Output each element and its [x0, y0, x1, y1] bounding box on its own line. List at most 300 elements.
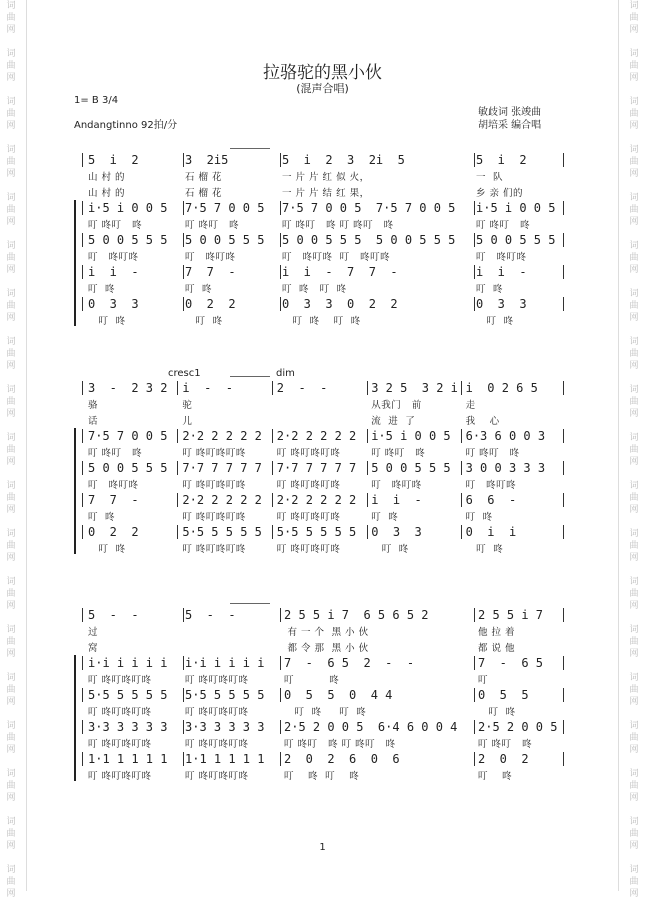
watermark-char: 网 — [629, 841, 639, 851]
barline — [461, 461, 462, 475]
measure-cell: 2 5 5 i 7 — [478, 608, 544, 622]
watermark-char: 曲 — [6, 109, 16, 119]
lyric-cell: 叮 咚叮咚叮咚 — [276, 448, 341, 459]
measure-cell: i i - — [371, 493, 422, 507]
barline — [474, 656, 475, 670]
barline — [367, 493, 368, 507]
lyric-cell: 叮 咚叮咚叮咚 — [276, 544, 341, 555]
barline — [563, 153, 564, 167]
measure-cell: 2·2 2 2 2 2 — [276, 429, 357, 443]
lyric-cell: 骆 — [88, 400, 99, 411]
lyric-cell: 叮 咚叮咚 — [476, 252, 527, 263]
note-line — [0, 460, 645, 476]
lyric-line — [0, 769, 645, 785]
lyric-cell: 流 进 了 — [371, 416, 416, 427]
lyric-cell: 叮 咚 叮 咚 — [284, 707, 367, 718]
watermark-char: 曲 — [629, 733, 639, 743]
barline — [183, 233, 184, 247]
watermark-char: 网 — [629, 169, 639, 179]
measure-cell: i·5 i 0 0 5 — [371, 429, 451, 443]
watermark-char: 曲 — [6, 637, 16, 647]
barline — [461, 429, 462, 443]
watermark-char: 词 — [629, 97, 639, 107]
watermark-char: 词 — [629, 481, 639, 491]
barline — [272, 429, 273, 443]
watermark-char: 词 — [629, 577, 639, 587]
watermark-char: 曲 — [629, 61, 639, 71]
watermark-char: 词 — [6, 97, 16, 107]
barline — [474, 233, 475, 247]
lyric-cell: 山 村 的 — [88, 172, 126, 183]
watermark-char: 网 — [6, 217, 16, 227]
measure-cell: 0 3 3 0 2 2 — [282, 297, 398, 311]
measure-cell: 3·3 3 3 3 3 — [185, 720, 265, 734]
barline — [82, 525, 83, 539]
lyric-cell: 叮 咚叮咚叮咚 — [276, 480, 341, 491]
lyric-cell: 乡 亲 们的 — [476, 188, 524, 199]
note-line — [0, 687, 645, 703]
measure-cell: 7·7 7 7 7 7 — [276, 461, 357, 475]
measure-cell: 0 2 2 — [88, 525, 139, 539]
watermark-char: 词 — [629, 865, 639, 875]
watermark-char: 网 — [6, 361, 16, 371]
barline — [272, 461, 273, 475]
lyric-cell: 叮 咚叮咚叮咚 — [182, 448, 246, 459]
measure-cell: 5 0 0 5 5 5 — [371, 461, 451, 475]
lyric-cell: 一 片 片 红 似 火， — [282, 172, 370, 183]
measure-cell: 7 - 6 5 2 - - — [284, 656, 415, 670]
watermark-char: 网 — [629, 121, 639, 131]
measure-cell: 5 - - — [185, 608, 236, 622]
watermark-char: 曲 — [6, 493, 16, 503]
watermark-char: 网 — [6, 313, 16, 323]
barline — [563, 201, 564, 215]
watermark-char: 曲 — [6, 829, 16, 839]
lyric-cell: 驼 — [182, 400, 193, 411]
watermark-char: 词 — [629, 385, 639, 395]
barline — [367, 429, 368, 443]
lyric-cell: 叮 咚 — [185, 284, 213, 295]
watermark-char: 词 — [6, 529, 16, 539]
watermark-char: 曲 — [629, 301, 639, 311]
watermark-char: 网 — [6, 457, 16, 467]
watermark-char: 网 — [629, 601, 639, 611]
phrase-slur — [230, 603, 270, 604]
lyric-cell: 都 说 他 — [478, 643, 516, 654]
measure-cell: 5 0 0 5 5 5 — [185, 233, 265, 247]
lyric-cell: 叮 咚叮咚叮咚 — [88, 739, 152, 750]
barline — [474, 297, 475, 311]
measure-cell: 1·1 1 1 1 1 — [185, 752, 265, 766]
watermark-char: 网 — [629, 217, 639, 227]
barline — [183, 297, 184, 311]
watermark-char: 曲 — [629, 253, 639, 263]
barline — [367, 461, 368, 475]
lyric-cell: 叮 咚 — [371, 544, 409, 555]
measure-cell: 5·5 5 5 5 5 — [276, 525, 357, 539]
watermark-char: 网 — [6, 265, 16, 275]
lyric-cell: 叮 咚叮咚 — [88, 252, 139, 263]
barline — [563, 656, 564, 670]
watermark-char: 词 — [6, 865, 16, 875]
lyric-cell: 叮 咚叮咚叮咚 — [88, 771, 152, 782]
lyric-cell: 叮 咚叮 咚 — [88, 448, 143, 459]
measure-cell: 0 5 5 0 4 4 — [284, 688, 393, 702]
lyric-cell: 叮 咚 — [476, 284, 504, 295]
measure-cell: 0 3 3 — [371, 525, 422, 539]
watermark-char: 网 — [6, 601, 16, 611]
watermark-char: 词 — [629, 721, 639, 731]
watermark-char: 网 — [6, 505, 16, 515]
lyric-cell: 叮 咚叮咚叮咚 — [276, 512, 341, 523]
tempo-marking: Andangtinno 92拍/分 — [74, 120, 178, 131]
barline — [280, 688, 281, 702]
measure-cell: 3·3 3 3 3 3 — [88, 720, 168, 734]
watermark-char: 词 — [6, 193, 16, 203]
barline — [82, 656, 83, 670]
measure-cell: 7·5 7 0 0 5 — [88, 429, 168, 443]
lyric-cell: 叮 咚叮咚叮咚 — [182, 544, 246, 555]
measure-cell: 6 6 - — [465, 493, 517, 507]
watermark-char: 曲 — [6, 205, 16, 215]
song-title: 拉骆驼的黑小伙 — [263, 63, 382, 83]
lyric-cell: 叮 咚叮咚 — [371, 480, 422, 491]
watermark-char: 词 — [6, 241, 16, 251]
lyric-cell: 一 片 片 结 红 果， — [282, 188, 370, 199]
watermark-char: 曲 — [629, 541, 639, 551]
watermark-char: 网 — [6, 697, 16, 707]
lyric-cell: 叮 咚 — [185, 316, 223, 327]
lyric-cell: 窝 — [88, 643, 99, 654]
lyric-cell: 走 — [465, 400, 476, 411]
barline — [563, 608, 564, 622]
watermark-char: 网 — [6, 25, 16, 35]
lyric-cell: 从我门 前 — [371, 400, 422, 411]
lyric-cell: 儿 — [182, 416, 193, 427]
watermark-char: 词 — [6, 721, 16, 731]
barline — [474, 153, 475, 167]
barline — [183, 201, 184, 215]
lyric-cell: 话 — [88, 416, 99, 427]
barline — [82, 265, 83, 279]
watermark-char: 曲 — [629, 349, 639, 359]
watermark-char: 曲 — [629, 205, 639, 215]
measure-cell: 6·3 6 0 0 3 — [465, 429, 546, 443]
lyric-cell: 叮 咚 — [478, 707, 516, 718]
lyric-cell: 叮 咚叮咚叮咚 — [185, 739, 249, 750]
measure-cell: 7·5 7 0 0 5 7·5 7 0 0 5 — [282, 201, 456, 215]
watermark-char: 网 — [629, 745, 639, 755]
lyric-cell: 石 榴 花 — [185, 172, 223, 183]
lyric-line — [0, 625, 645, 641]
lyric-cell: 叮 咚叮咚 — [465, 480, 517, 491]
barline — [272, 381, 273, 395]
note-line — [0, 296, 645, 312]
watermark-char: 词 — [629, 1, 639, 11]
lyric-cell: 他 拉 着 — [478, 627, 516, 638]
watermark-char: 曲 — [6, 685, 16, 695]
measure-cell: 5·5 5 5 5 5 — [88, 688, 168, 702]
barline — [177, 461, 178, 475]
measure-cell: 2·5 2 0 0 5 6·4 6 0 0 4 — [284, 720, 458, 734]
watermark-char: 网 — [629, 457, 639, 467]
watermark-char: 曲 — [629, 589, 639, 599]
barline — [82, 233, 83, 247]
measure-cell: 3 2i5 — [185, 153, 229, 167]
watermark-char: 词 — [629, 817, 639, 827]
barline — [177, 493, 178, 507]
barline — [82, 381, 83, 395]
watermark-char: 曲 — [6, 157, 16, 167]
measure-cell: i·5 i 0 0 5 — [476, 201, 556, 215]
watermark-char: 网 — [629, 697, 639, 707]
watermark-char: 网 — [629, 265, 639, 275]
watermark-char: 曲 — [6, 13, 16, 23]
barline — [82, 297, 83, 311]
watermark-char: 曲 — [629, 13, 639, 23]
lyric-cell: 叮 咚叮咚叮咚 — [182, 512, 246, 523]
barline — [280, 265, 281, 279]
barline — [177, 381, 178, 395]
watermark-char: 网 — [629, 793, 639, 803]
lyric-cell: 叮 咚 — [465, 544, 504, 555]
song-subtitle: (混声合唱) — [296, 82, 349, 95]
measure-cell: 5 - - — [88, 608, 139, 622]
lyric-cell: 叮 咚叮咚叮咚 — [88, 707, 152, 718]
measure-cell: i i - 7 7 - — [282, 265, 398, 279]
watermark-char: 网 — [6, 793, 16, 803]
measure-cell: i·5 i 0 0 5 — [88, 201, 168, 215]
barline — [280, 720, 281, 734]
barline — [82, 429, 83, 443]
lyric-cell: 叮 咚 — [88, 316, 126, 327]
barline — [474, 608, 475, 622]
watermark-char: 曲 — [629, 781, 639, 791]
barline — [183, 688, 184, 702]
watermark-char: 词 — [6, 337, 16, 347]
watermark-char: 网 — [629, 313, 639, 323]
watermark-char: 曲 — [629, 493, 639, 503]
measure-cell: 2 0 2 6 0 6 — [284, 752, 400, 766]
barline — [183, 656, 184, 670]
barline — [183, 265, 184, 279]
barline — [367, 525, 368, 539]
watermark-char: 网 — [629, 505, 639, 515]
key-signature: 1= B 3/4 — [74, 95, 119, 106]
lyric-cell: 叮 咚叮咚叮咚 — [88, 675, 152, 686]
credit-arranger: 胡培采 编合唱 — [478, 120, 542, 131]
watermark-char: 曲 — [6, 541, 16, 551]
lyric-cell: 叮 咚 叮 咚 — [282, 316, 361, 327]
barline — [563, 688, 564, 702]
note-line — [0, 492, 645, 508]
watermark-char: 曲 — [6, 61, 16, 71]
watermark-char: 曲 — [629, 877, 639, 887]
measure-cell: i·i i i i i — [88, 656, 168, 670]
barline — [563, 752, 564, 766]
measure-cell: 2·2 2 2 2 2 — [182, 429, 262, 443]
watermark-char: 词 — [6, 625, 16, 635]
measure-cell: 5 i 2 — [88, 153, 139, 167]
watermark-char: 网 — [629, 649, 639, 659]
measure-cell: 5 0 0 5 5 5 — [476, 233, 556, 247]
lyric-cell: 叮 — [478, 675, 489, 686]
lyric-cell: 叮 咚叮 咚 — [478, 739, 533, 750]
measure-cell: 7 7 - — [185, 265, 236, 279]
watermark-char: 词 — [6, 49, 16, 59]
barline — [280, 153, 281, 167]
watermark-char: 曲 — [6, 397, 16, 407]
lyric-cell: 叮 咚 — [88, 284, 116, 295]
measure-cell: 0 3 3 — [88, 297, 139, 311]
watermark-char: 词 — [6, 769, 16, 779]
measure-cell: 0 3 3 — [476, 297, 527, 311]
watermark-char: 曲 — [6, 877, 16, 887]
watermark-char: 曲 — [629, 637, 639, 647]
barline — [563, 720, 564, 734]
lyric-cell: 叮 咚叮 咚 — [371, 448, 426, 459]
lyric-cell: 叮 咚叮咚叮咚 — [185, 707, 249, 718]
barline — [82, 608, 83, 622]
watermark-char: 网 — [629, 409, 639, 419]
note-line — [0, 200, 645, 216]
watermark-char: 曲 — [629, 829, 639, 839]
barline — [280, 608, 281, 622]
barline — [474, 201, 475, 215]
measure-cell: i - - — [182, 381, 233, 395]
barline — [563, 381, 564, 395]
lyric-cell: 叮 咚 — [284, 675, 340, 686]
watermark-char: 曲 — [629, 445, 639, 455]
measure-cell: 3 0 0 3 3 3 — [465, 461, 546, 475]
measure-cell: 3 - 2 3 2 — [88, 381, 168, 395]
watermark-char: 词 — [6, 817, 16, 827]
watermark-char: 词 — [629, 241, 639, 251]
note-line — [0, 751, 645, 767]
lyric-cell: 我 心 — [465, 416, 500, 427]
lyric-cell: 叮 咚叮 咚 叮 咚叮 咚 — [284, 739, 396, 750]
watermark-char: 词 — [629, 193, 639, 203]
lyric-cell: 叮 咚叮咚叮咚 — [185, 675, 249, 686]
barline — [474, 752, 475, 766]
measure-cell: 2 0 2 — [478, 752, 529, 766]
barline — [177, 429, 178, 443]
barline — [183, 752, 184, 766]
barline — [82, 720, 83, 734]
lyric-cell: 叮 咚叮咚 叮 咚叮咚 — [282, 252, 391, 263]
lyric-cell: 石 榴 花 — [185, 188, 223, 199]
lyric-cell: 叮 咚 — [88, 544, 126, 555]
watermark-char: 词 — [6, 433, 16, 443]
watermark-char: 网 — [6, 73, 16, 83]
lyric-line — [0, 542, 645, 558]
lyric-line — [0, 170, 645, 186]
lyric-cell: 有 一 个 黑 小 伙 — [284, 627, 369, 638]
barline — [272, 525, 273, 539]
lyric-line — [0, 398, 645, 414]
watermark-char: 网 — [629, 361, 639, 371]
dim-marking: dim — [276, 368, 295, 379]
measure-cell: 2 - - — [276, 381, 328, 395]
watermark-char: 词 — [629, 673, 639, 683]
note-line — [0, 232, 645, 248]
measure-cell: i i - — [88, 265, 139, 279]
measure-cell: 7 7 - — [88, 493, 139, 507]
barline — [82, 752, 83, 766]
watermark-char: 网 — [6, 841, 16, 851]
measure-cell: i i - — [476, 265, 527, 279]
note-line — [0, 524, 645, 540]
lyric-cell: 叮 咚 叮 咚 — [282, 284, 347, 295]
lyric-line — [0, 314, 645, 330]
lyric-cell: 一 队 — [476, 172, 504, 183]
barline — [82, 153, 83, 167]
lyric-cell: 叮 咚 — [465, 512, 493, 523]
measure-cell: 5·5 5 5 5 5 — [185, 688, 265, 702]
measure-cell: 2·2 2 2 2 2 — [276, 493, 357, 507]
barline — [82, 201, 83, 215]
measure-cell: 1·1 1 1 1 1 — [88, 752, 168, 766]
watermark-char: 词 — [6, 289, 16, 299]
cresc-marking: cresc1 — [168, 368, 201, 379]
watermark-char: 曲 — [629, 397, 639, 407]
watermark-char: 网 — [6, 553, 16, 563]
measure-cell: 3 2 5 3 2 i — [371, 381, 458, 395]
barline — [183, 153, 184, 167]
watermark-char: 词 — [6, 145, 16, 155]
measure-cell: i 0 2 6 5 — [465, 381, 538, 395]
lyric-cell: 叮 咚叮 咚 — [465, 448, 520, 459]
watermark-char: 词 — [6, 385, 16, 395]
watermark-char: 曲 — [6, 349, 16, 359]
lyric-cell: 叮 咚叮咚叮咚 — [185, 771, 249, 782]
note-line — [0, 380, 645, 396]
barline — [563, 297, 564, 311]
barline — [272, 493, 273, 507]
system-brace — [74, 428, 79, 554]
watermark-char: 词 — [6, 481, 16, 491]
watermark-char: 词 — [629, 145, 639, 155]
watermark-char: 曲 — [6, 301, 16, 311]
lyric-cell: 叮 咚 — [478, 771, 513, 782]
watermark-char: 网 — [6, 745, 16, 755]
measure-cell: 7 - 6 5 — [478, 656, 544, 670]
barline — [563, 525, 564, 539]
measure-cell: 5 0 0 5 5 5 5 0 0 5 5 5 — [282, 233, 456, 247]
watermark-char: 网 — [629, 889, 639, 899]
measure-cell: i·i i i i i — [185, 656, 265, 670]
measure-cell: 5·5 5 5 5 5 — [182, 525, 262, 539]
measure-cell: 5 i 2 3 2i 5 — [282, 153, 405, 167]
lyric-cell: 过 — [88, 627, 99, 638]
watermark-char: 网 — [6, 121, 16, 131]
note-line — [0, 655, 645, 671]
barline — [280, 233, 281, 247]
barline — [367, 381, 368, 395]
watermark-char: 网 — [6, 649, 16, 659]
barline — [474, 720, 475, 734]
watermark-char: 网 — [6, 409, 16, 419]
watermark-char: 曲 — [6, 781, 16, 791]
barline — [563, 493, 564, 507]
lyric-cell: 叮 咚叮 咚 叮 咚叮 咚 — [282, 220, 394, 231]
note-line — [0, 607, 645, 623]
watermark-char: 曲 — [629, 157, 639, 167]
lyric-cell: 叮 咚 叮 咚 — [284, 771, 360, 782]
barline — [563, 265, 564, 279]
barline — [563, 233, 564, 247]
lyric-cell: 叮 咚叮 咚 — [476, 220, 531, 231]
